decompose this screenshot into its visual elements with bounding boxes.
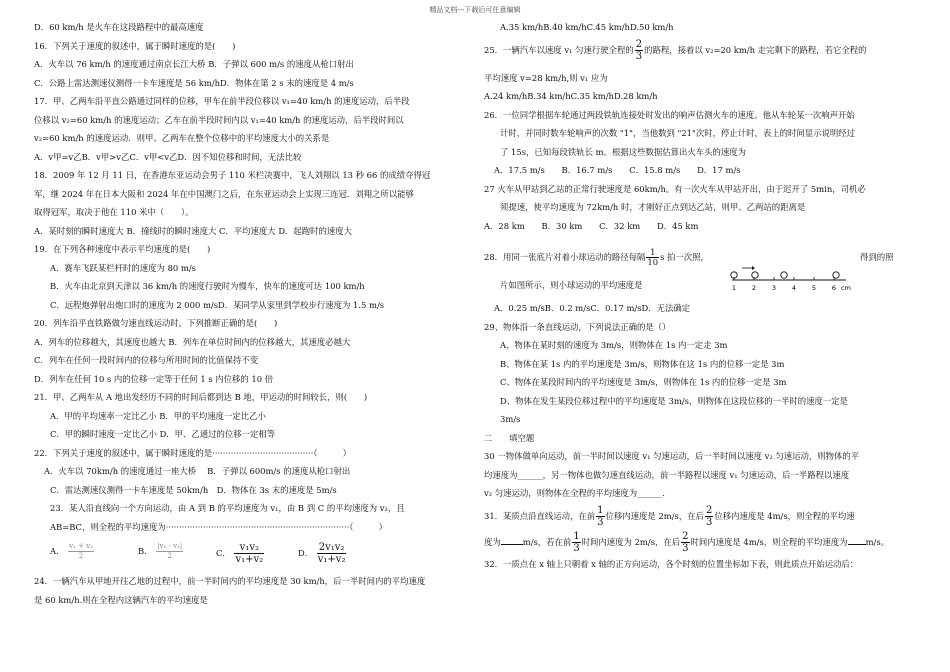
q25-stem-2: 平均速度 v=28 km/h,则 v₁ 应为 [484, 72, 608, 83]
q23-option-a-fraction: $\frac{\text{v₁ + v₂}}{2}$ [69, 542, 93, 560]
q28-stem-1: 28．用同一张底片对着小球运动的路径每隔 $\frac{1}{10}$ s 拍一次照， 得到的照 [484, 247, 894, 267]
q19-option-cd: C．远程炮弹射出炮口时的速度为 2 000 m/sD．某同学从家里到学校步行速度为 1.5 m/s [50, 299, 385, 310]
q23-option-d-fraction: $\frac{\text{2v₁v₂}}{\text{v₁+v₂}}$ [317, 542, 346, 565]
q15-option-d: D．60 km/h 是火车在这段路程中的最高速度 [34, 22, 204, 32]
motion-arrow-head [752, 266, 755, 270]
q23-stem-1: 23．某人沿直线向一个方向运动，由 A 到 B 的平均速度为 v₁，由 B 到 C 的平均速度为 v₂，且 [50, 503, 405, 513]
q32-stem: 32．一质点在 x 轴上只朝着 x 轴的正方向运动，各个时刻的位置坐标如下表，则此质点开始运动后： [484, 558, 859, 569]
q23-option-c: C． $\frac{\text{v₁v₂}}{\text{v₁+v₂}}$ [216, 542, 264, 565]
q26-stem-2: 计时，并同时数车轮响声的次数 "1"，当他数到 "21"次时，停止计时，表上的时间显示说明经过 [500, 128, 855, 138]
q29-option-c: C、物体在某段时间内的平均速度是 3m/s，则物体在 1s 内的位移一定是 3m [500, 377, 787, 387]
q27-stem-2: 须提速，使平均速度为 72km/h 时，才刚好正点到达乙站，则甲、乙两站的距离是 [500, 202, 806, 212]
q21-options-ab: A．甲的平均速率一定比乙小 B．甲的平均速度一定比乙小 [50, 410, 266, 421]
q20-option-d: D．列车在任何 10 s 内的位移一定等于任何 1 s 内位移的 10 倍 [34, 373, 274, 384]
ruler-tick-label: 2 [751, 284, 757, 292]
q18-options: A．某时刻的瞬时速度大 B．撞线时的瞬时速度大 C．平均速度大 D．起跑时的速度大 [34, 225, 353, 236]
q23-option-b: B． $\frac{\text{|v₁ - v₂|}}{2}$ [138, 542, 183, 560]
ball-marks [731, 272, 839, 278]
q26-stem-1: 26．一位同学根据车轮通过两段铁轨连接处时发出的响声估测火车的速度。他从车轮某一次响声开始 [484, 109, 855, 120]
q30-stem-3: v₂ 匀速运动，则物体在全程的平均速度为______． [484, 488, 671, 498]
q31-stem-2: 度为 m/s，若在前 $\frac{1}{3}$ 时间内速度为 2m/s，在后 $\frac{2}{3}$ 时间内速度是 4m/s，则全程的平均速度为 m/s。 [484, 530, 889, 554]
q19-option-b: B．火车由北京到天津以 36 km/h 的速度行驶时为慢车，快车的速度可达 100 km/h [50, 281, 365, 291]
q31-fraction-3: $\frac{1}{3}$ [573, 530, 580, 554]
q31-fraction-2: $\frac{2}{3}$ [705, 504, 713, 528]
q23-option-b-fraction: $\frac{\text{|v₁ - v₂|}}{2}$ [157, 542, 183, 560]
q18-stem-1: 18．2009 年 12 月 11 日，在香港东亚运动会男子 110 米栏决赛中，飞人刘翔以 13 秒 66 的成绩夺得冠 [34, 170, 431, 180]
ruler-unit-label: cm [841, 284, 851, 292]
q21-options-cd: C．甲的瞬时速度一定比乙小 D．甲、乙通过的位移一定相等 [50, 429, 276, 439]
ruler-ticks [732, 277, 851, 292]
photo-ruler-figure [728, 263, 860, 293]
section-2-heading: 二 填空题 [484, 432, 535, 443]
ruler-tick-label: 1 [731, 284, 737, 292]
q23-stem-2: AB=BC，则全程的平均速度为·····································································（ ） [50, 521, 388, 532]
q31-fraction-4: $\frac{2}{3}$ [682, 530, 689, 554]
q17-stem-2: 位移以 v₂=60 km/h 的速度运动；乙车在前半段时间内以 v₁=40 km/h 的速度运动，后半段时间以 [34, 114, 404, 125]
q17-stem-1: 17．甲、乙两车沿平直公路通过同样的位移，甲车在前半段位移以 v₁=40 km/h 的速度运动，后半段 [34, 96, 410, 106]
q22-stem: 22．下列关于速度的叙述中，属于瞬时速度的是······································（ ） [34, 447, 351, 458]
q19-stem: 19．在下列各种速度中表示平均速度的是( ) [34, 244, 211, 254]
q24-options: A.35 km/hB.40 km/hC.45 km/hD.50 km/h [500, 22, 674, 32]
q27-stem-1: 27 火车从甲站到乙站的正常行驶速度是 60km/h。有一次火车从甲站开出，由于迟开了 5min，司机必 [484, 183, 866, 194]
q31-stem-1: 31．某质点沿直线运动，在前 $\frac{1}{3}$ 位移内速度是 2m/s，在后 $\frac{2}{3}$ 位移内速度是 4m/s，则全程的平均速 [484, 504, 855, 528]
ball-position-2 [752, 272, 758, 278]
q25-options: A.24 km/hB.34 km/hC.35 km/hD.28 km/h [484, 91, 658, 101]
q30-stem-1: 30 一物体做单向运动，前一半时间以速度 v₁ 匀速运动，后一半时间以速度 v₂ 匀速运动，则物体的平 [484, 451, 860, 461]
q24-stem-1: 24．一辆汽车从甲地开往乙地的过程中，前一半时间内的平均速度是 30 km/h，后一半时间内的平均速度 [34, 576, 426, 586]
q29-option-d-1: D、物体在发生某段位移过程中的平均速度是 3m/s，则物体在这段位移的一半时的速度一定是 [500, 395, 849, 406]
q23-option-a: A． $\frac{\text{v₁ + v₂}}{2}$ [50, 542, 93, 560]
q20-stem: 20．列车沿平直铁路做匀速直线运动时，下列推断正确的是( ) [34, 318, 278, 328]
q29-option-b: B、物体在某 1s 内的平均速度是 3m/s，则物体在这 1s 内的位移一定是 3m [500, 358, 785, 369]
q18-stem-2: 军，继 2024 年在日本大阪和 2024 年在中国澳门之后，在东亚运动会上实现三连冠．刘翔之所以能够 [34, 188, 414, 199]
q16-options-cd: C．公路上雷达测速仪测得一卡车速度是 56 km/hD．物体在第 2 s 末的速度是 4 m/s [34, 77, 354, 88]
q25-stem-1: 25．一辆汽车以速度 v₁ 匀速行驶全程的 $\frac{2}{3}$ 的路程，接着以 v₂=20 km/h 走完剩下的路程，若它全程的 [484, 38, 867, 62]
q25-fraction: $\frac{2}{3}$ [635, 38, 643, 62]
q22-options-ab: A．火车以 70km/h 的速度通过一座大桥 B．子弹以 600m/s 的速度从枪口射出 [44, 466, 351, 476]
q19-option-a: A．赛车飞跃某栏杆时的速度为 80 m/s [50, 262, 196, 273]
ruler-tick-label: 3 [771, 284, 777, 292]
q31-blank-2[interactable] [848, 544, 866, 545]
q31-fraction-1: $\frac{1}{3}$ [597, 504, 604, 528]
q17-stem-3: v₂=60 km/h 的速度运动．则甲、乙两车在整个位移中的平均速度大小的关系是 [34, 133, 330, 143]
ruler-tick-label: 5 [811, 284, 817, 292]
q29-option-d-2: 3m/s [500, 414, 521, 424]
page-header: 精品文档---下载后可任意编辑 [429, 6, 521, 14]
q30-stem-2: 均速度为______，另一物体也做匀速直线运动，前一半路程以速度 v₁ 匀速运动，后一半路程以速度 [484, 469, 850, 480]
q29-option-a: A、物体在某时刻的速度为 3m/s，则物体在 1s 内一定走 3m [500, 340, 728, 350]
left-column [34, 18, 472, 609]
q22-options-cd: C．雷达测速仪测得一卡车速度是 50km/h D．物体在 3s 末的速度是 5m/s [50, 484, 337, 495]
q23-option-d: D． $\frac{\text{2v₁v₂}}{\text{v₁+v₂}}$ [298, 542, 346, 565]
q29-stem: 29、物体沿一条直线运动，下列说法正确的是（） [484, 321, 671, 332]
q24-stem-2: 是 60 km/h.则在全程内这辆汽车的平均速度是 [34, 594, 208, 605]
q18-stem-3: 取得冠军，取决于他在 110 米中（ ）。 [34, 207, 194, 217]
ruler-tick-label: 6 [831, 284, 837, 292]
q28-stem-2: 片如图所示，则小球运动的平均速度是 1 2 3 4 5 6 cm [484, 271, 924, 299]
q28-options: A．0.25 m/sB．0.2 m/sC．0.17 m/sD．无法确定 [494, 303, 691, 313]
q26-options: A．17.5 m/s B．16.7 m/s C．15.8 m/s D．17 m/s [494, 165, 741, 175]
q16-stem: 16．下列关于速度的叙述中，属于瞬时速度的是( ) [34, 40, 236, 51]
ball-position-3 [781, 272, 787, 278]
q20-option-c: C．列车在任何一段时间内的位移与所用时间的比值保持不变 [34, 355, 259, 365]
q21-stem: 21．甲、乙两车从 A 地出发经历不同的时间后都到达 B 地，甲运动的时间较长，则( ) [34, 392, 368, 402]
ruler-tick-label: 4 [791, 284, 797, 292]
q17-options: A．v甲=v乙B．v甲>v乙C．v甲<v乙D．因不知位移和时间，无法比较 [34, 151, 302, 162]
q16-options-ab: A．火车以 76 km/h 的速度通过南京长江大桥 B．子弹以 600 m/s 的速度从枪口射出 [34, 59, 354, 69]
q27-options: A．28 km B．30 km C．32 km D．45 km [484, 220, 699, 231]
q28-fraction: $\frac{1}{10}$ [647, 247, 659, 267]
q26-stem-3: 了 15s，已知每段铁轨长 m。根据这些数据估算出火车头的速度为 [500, 146, 746, 157]
q23-options [34, 536, 472, 572]
q23-option-c-fraction: $\frac{\text{v₁v₂}}{\text{v₁+v₂}}$ [235, 542, 264, 565]
right-column [484, 18, 924, 573]
q20-options-ab: A．列车的位移越大，其速度也越大 B．列车在单位时间内的位移越大，其速度必越大 [34, 336, 351, 347]
q31-blank-1[interactable] [501, 544, 523, 545]
